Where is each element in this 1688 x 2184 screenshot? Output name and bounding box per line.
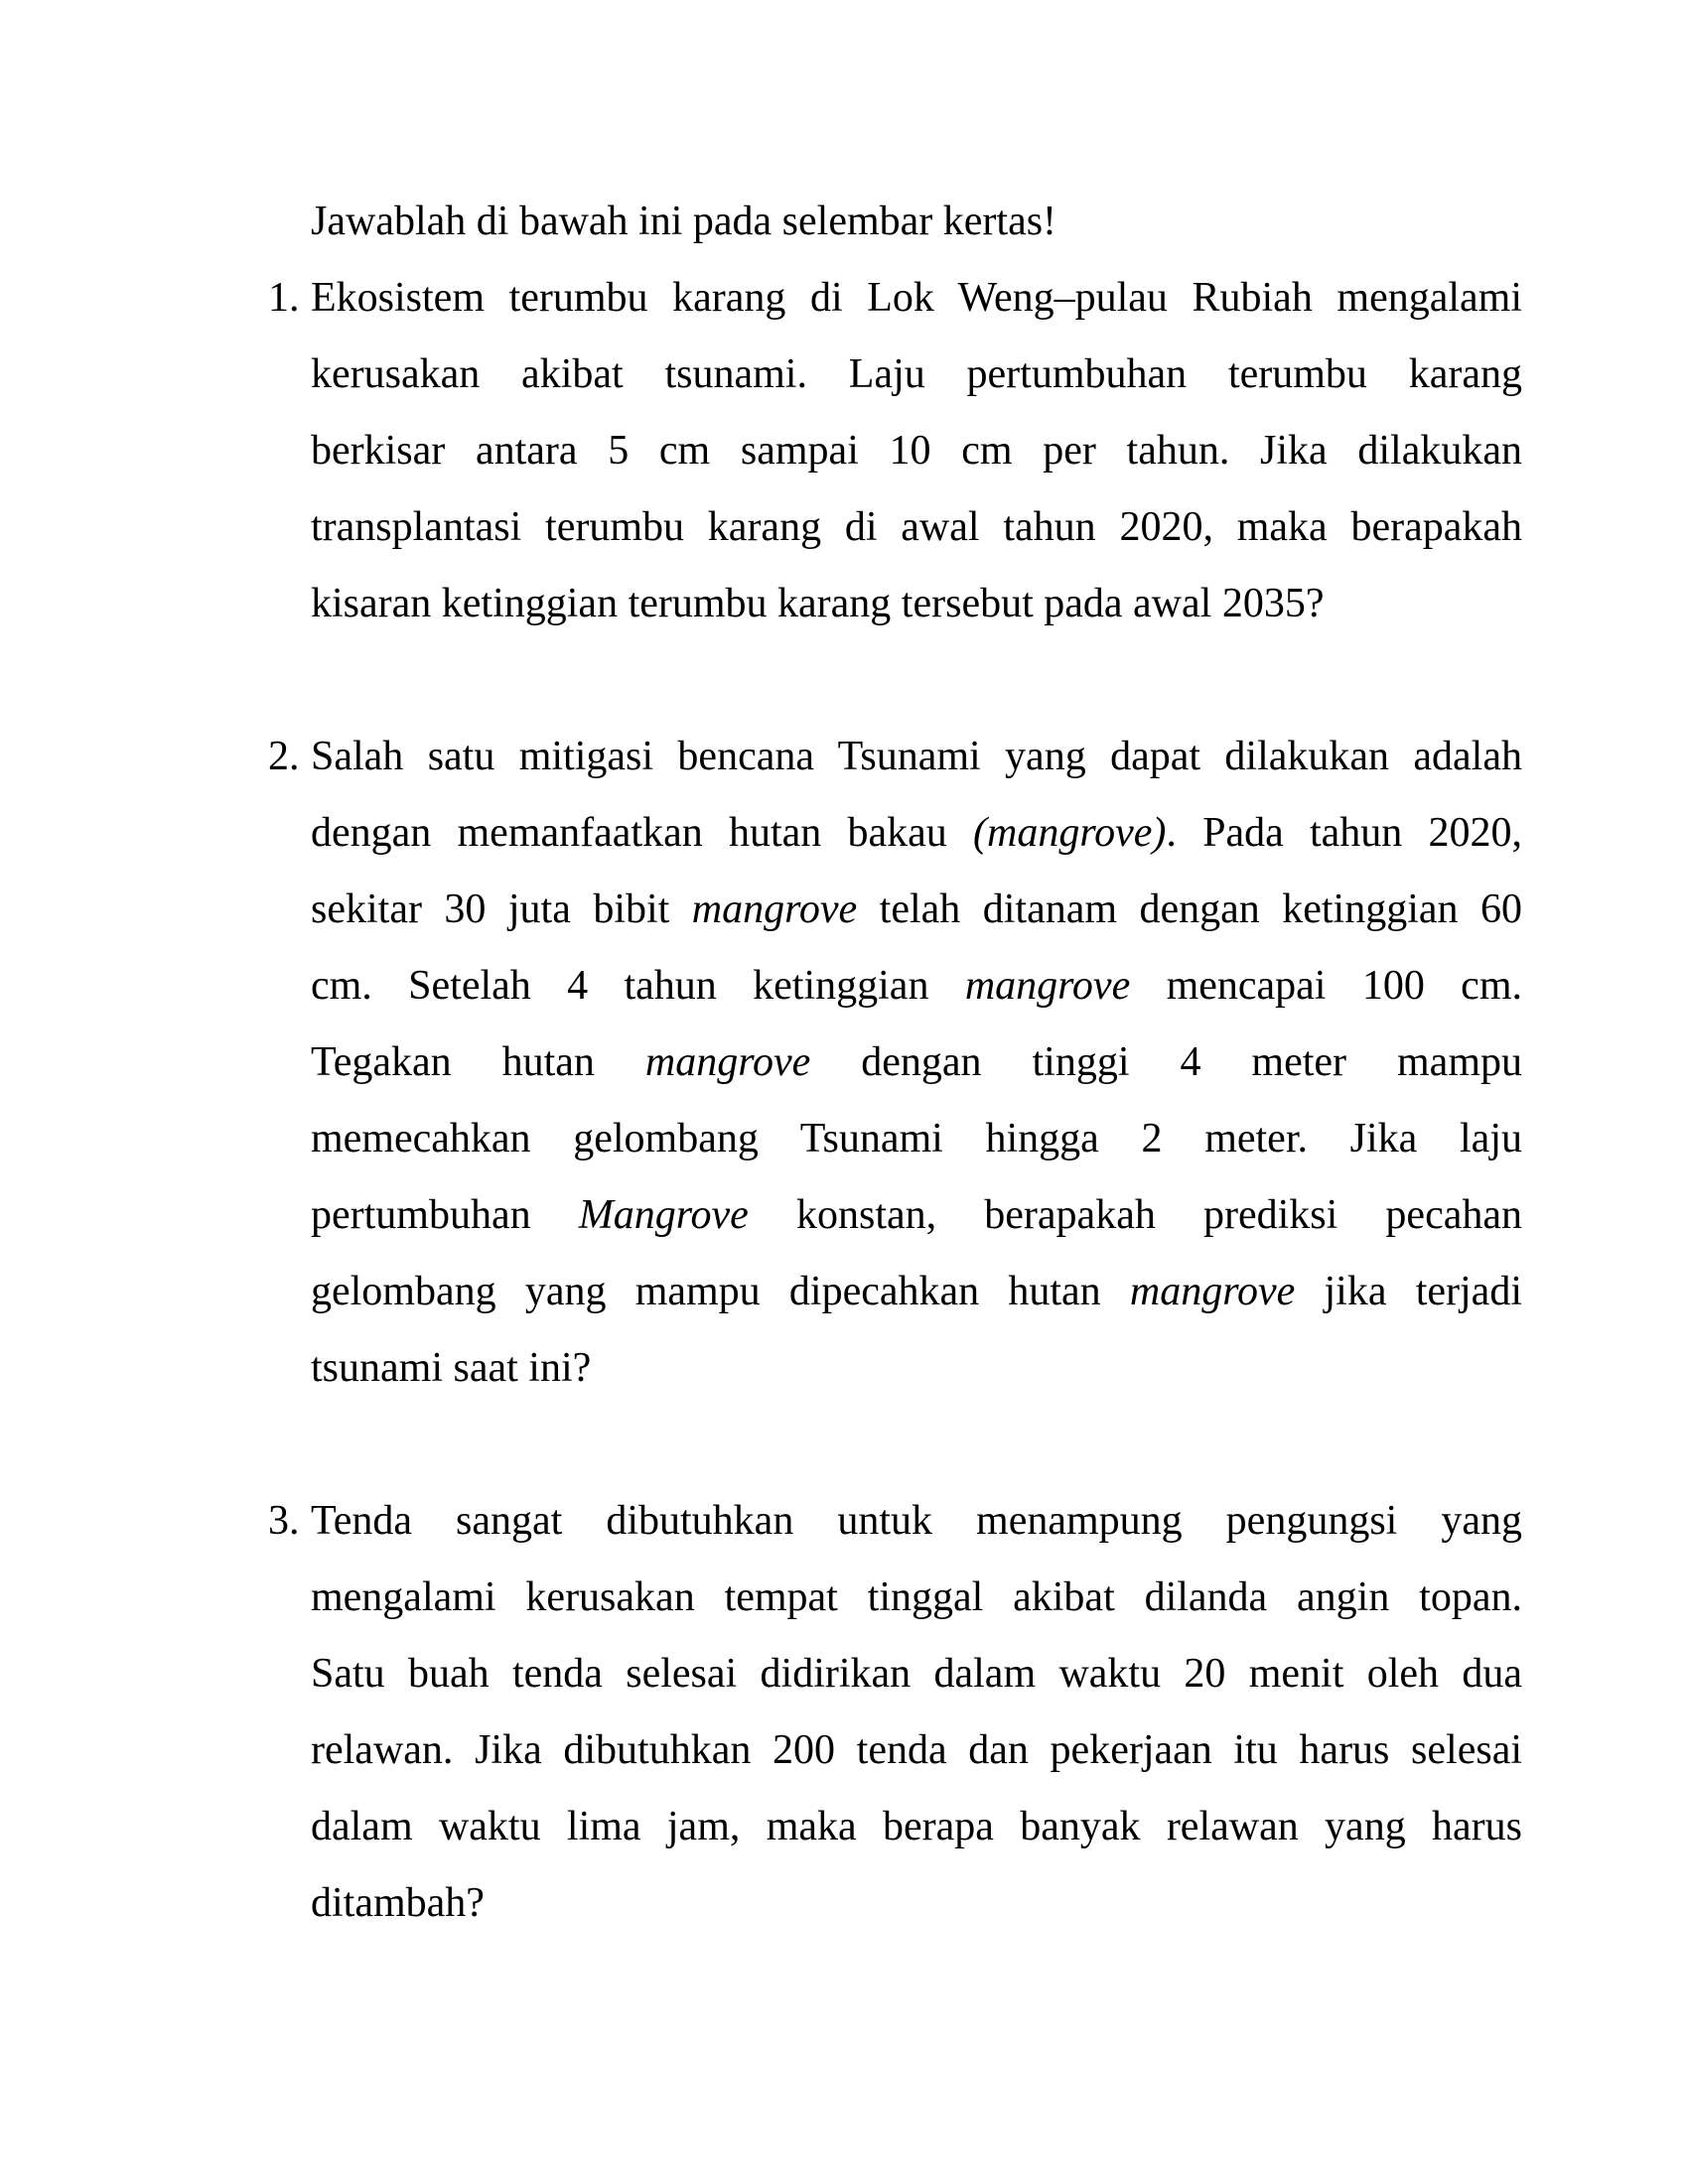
question-text-line [311,1560,1522,1636]
text-segment: tsunami saat ini? [311,1345,592,1391]
text-segment: Tenda sangat dibutuhkan untuk menampung pengungsi yang [311,1498,1522,1544]
question-item-3 [268,1483,1522,1942]
question-text-line [311,1789,1522,1865]
question-text-line [311,1024,1522,1101]
text-segment: kisaran ketinggian terumbu karang tersebut pada awal 2035? [311,581,1325,626]
question-text-line [311,566,1522,642]
text-segment: memecahkan gelombang Tsunami hingga 2 meter. Jika laju [311,1116,1522,1161]
question-text-line [311,719,1522,795]
question-text-line [311,1177,1522,1254]
question-number: 3. [268,1498,300,1544]
text-segment: transplantasi terumbu karang di awal tahun 2020, maka berapakah [311,504,1522,550]
italic-text-segment: mangrove [964,963,1131,1009]
instruction-line: Jawablah di bawah ini pada selembar kertas! [311,199,1057,244]
question-item-1 [268,260,1522,642]
question-text-line [311,795,1522,872]
text-segment: konstan, berapakah prediksi pecahan [748,1192,1523,1238]
text-segment: ditambah? [311,1880,485,1926]
text-segment: Salah satu mitigasi bencana Tsunami yang dapat dilakukan adalah [311,734,1522,779]
italic-text-segment: Mangrove [578,1192,749,1238]
italic-text-segment: mangrove [1129,1269,1296,1314]
question-number: 2. [268,734,300,779]
text-segment: relawan. Jika dibutuhkan 200 tenda dan pekerjaan itu harus selesai [311,1727,1522,1773]
text-segment: dengan memanfaatkan hutan bakau [311,810,973,856]
question-text-line [311,1865,1522,1942]
text-segment: dengan tinggi 4 meter mampu [810,1039,1522,1085]
question-text-line [311,948,1522,1024]
text-segment: Ekosistem terumbu karang di Lok Weng–pulau Rubiah mengalami [311,275,1522,321]
question-text-line [311,413,1522,489]
text-segment: gelombang yang mampu dipecahkan hutan [311,1269,1130,1314]
question-item-2 [268,719,1522,1407]
italic-text-segment: mangrove [644,1039,811,1085]
text-segment: . Pada tahun 2020, [1166,810,1523,856]
italic-text-segment: (mangrove) [973,810,1167,856]
text-segment: Tegakan hutan [311,1039,645,1085]
question-text-line [311,260,1522,337]
text-segment: mencapai 100 cm. [1130,963,1522,1009]
text-segment: kerusakan akibat tsunami. Laju pertumbuhan terumbu karang [311,351,1522,397]
question-text-line [311,1483,1522,1560]
text-segment: Satu buah tenda selesai didirikan dalam waktu 20 menit oleh dua [311,1651,1522,1697]
text-segment: mengalami kerusakan tempat tinggal akibat dilanda angin topan. [311,1574,1522,1620]
question-text-line [311,489,1522,566]
question-text-line [311,1330,1522,1407]
text-segment: pertumbuhan [311,1192,579,1238]
question-text-line [311,1254,1522,1330]
question-text-line [311,337,1522,413]
question-number: 1. [268,275,300,321]
question-text-line [311,1636,1522,1712]
worksheet-content [268,184,1522,1942]
text-segment: telah ditanam dengan ketinggian 60 [857,887,1522,932]
question-text-line [311,872,1522,948]
question-text-line [311,1101,1522,1177]
text-segment: dalam waktu lima jam, maka berapa banyak relawan yang harus [311,1804,1522,1849]
question-text-line [311,1712,1522,1789]
question-list [268,260,1522,1942]
text-segment: cm. Setelah 4 tahun ketinggian [311,963,965,1009]
text-segment: sekitar 30 juta bibit [311,887,692,932]
italic-text-segment: mangrove [691,887,858,932]
text-segment: berkisar antara 5 cm sampai 10 cm per tahun. Jika dilakukan [311,428,1522,474]
text-segment: jika terjadi [1295,1269,1522,1314]
